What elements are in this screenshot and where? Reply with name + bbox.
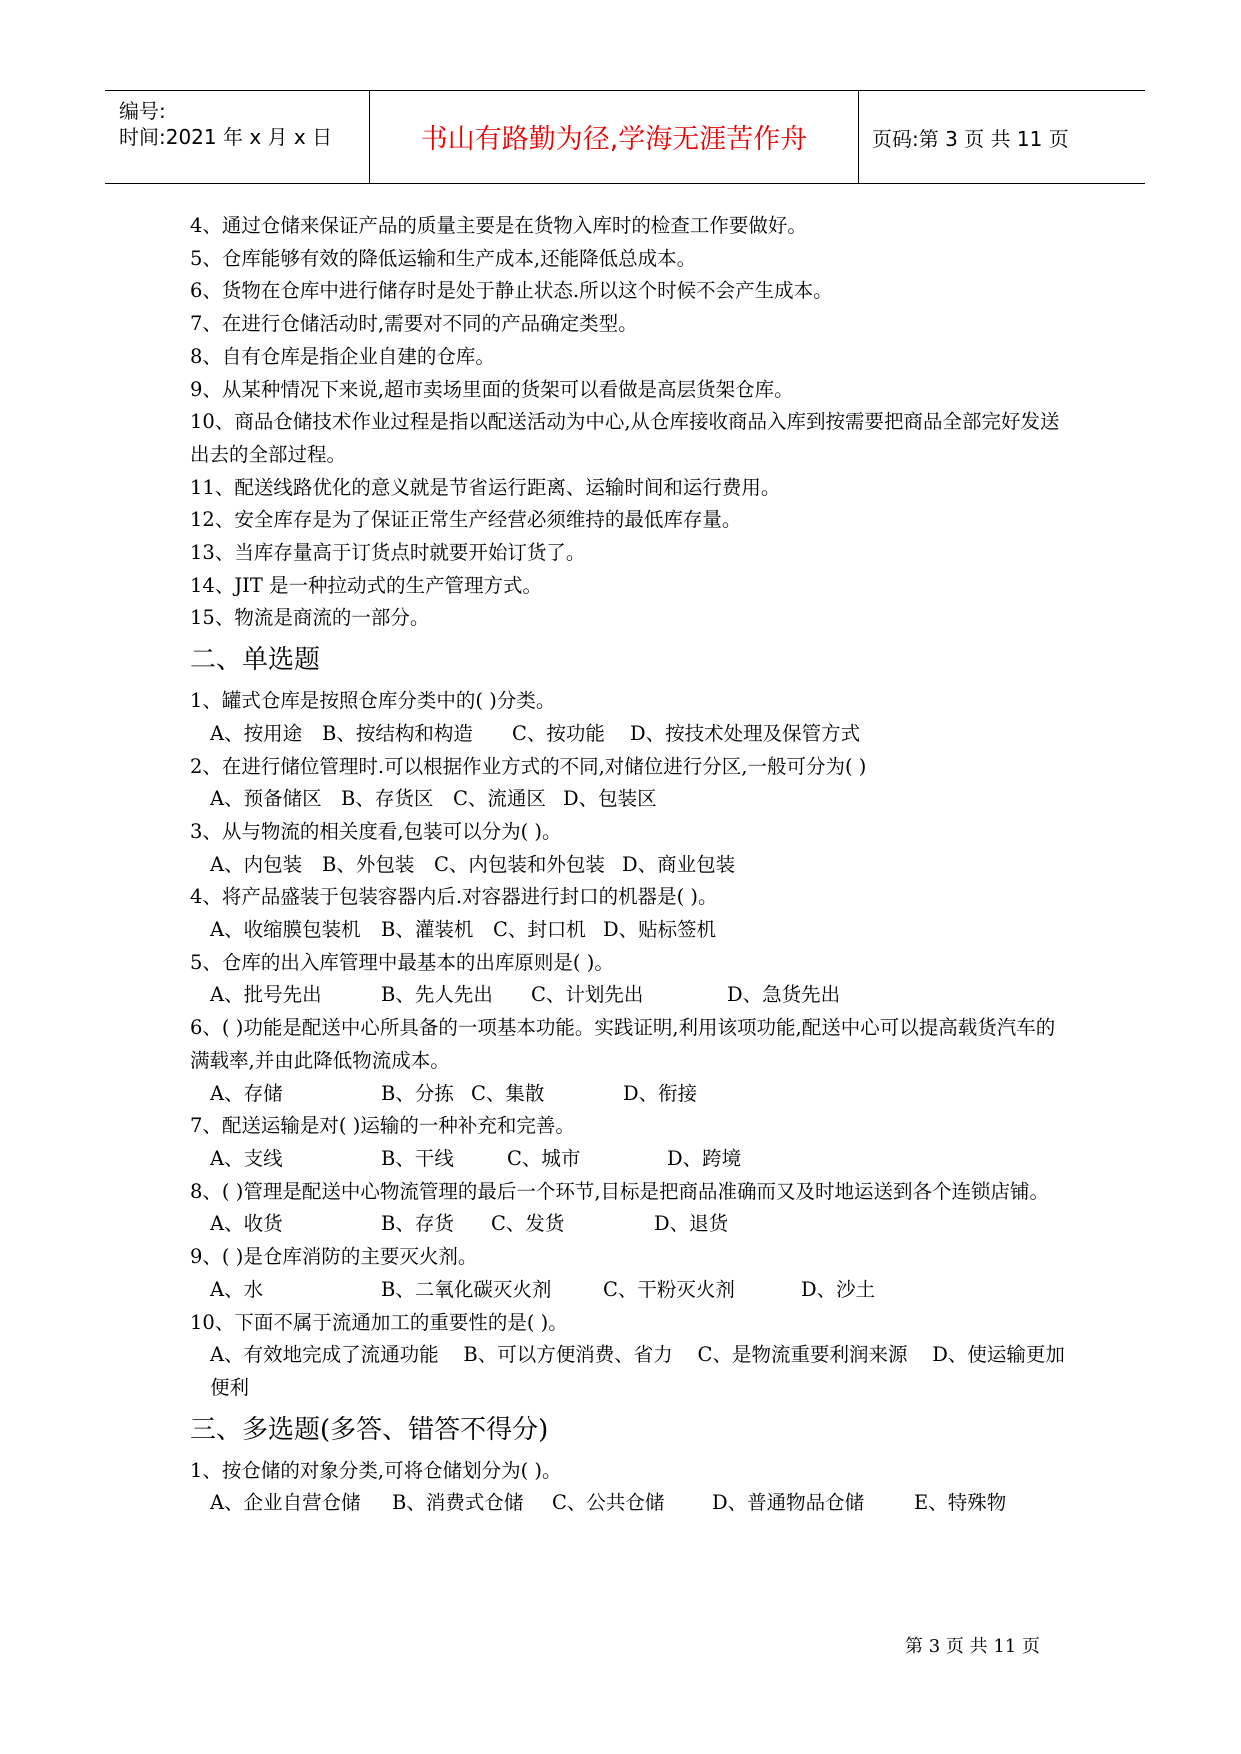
option: D、沙土 [801, 1277, 876, 1301]
page-footer: 第 3 页 共 11 页 [905, 1636, 1040, 1657]
option: C、干粉灭火剂 [603, 1277, 735, 1301]
option: B、灌装机 [381, 918, 474, 942]
multi-choice-questions [190, 1455, 1070, 1520]
option: A、有效地完成了流通功能 [210, 1343, 439, 1367]
option: B、干线 [381, 1146, 454, 1170]
option: D、普通物品仓储 [712, 1491, 865, 1515]
header-center-cell [369, 91, 859, 183]
options-line [190, 718, 1070, 751]
question-line: 7、在进行仓储活动时,需要对不同的产品确定类型。 [190, 312, 638, 336]
section-title-single-choice: 二、单选题 [190, 645, 321, 676]
option: B、存货区 [341, 787, 434, 811]
option: B、按结构和构造 [322, 721, 473, 745]
header-motto: 书山有路勤为径,学海无涯苦作舟 [420, 124, 808, 155]
question-line: 15、物流是商流的一部分。 [190, 606, 430, 630]
document-number: 编号: [119, 99, 166, 123]
option: C、城市 [507, 1146, 581, 1170]
options-line [190, 783, 1070, 816]
question-line: 13、当库存量高于订货点时就要开始订货了。 [190, 541, 586, 565]
option: A、企业自营仓储 [210, 1491, 361, 1515]
option: A、支线 [210, 1146, 283, 1170]
option: C、发货 [491, 1212, 565, 1236]
option: A、内包装 [210, 852, 303, 876]
option: A、收货 [210, 1212, 283, 1236]
option: A、预备储区 [210, 787, 322, 811]
question-line: 4、将产品盛装于包装容器内后.对容器进行封口的机器是( )。 [190, 885, 718, 909]
option: D、跨境 [667, 1146, 742, 1170]
option: A、按用途 [210, 721, 303, 745]
question-line: 9、( )是仓库消防的主要灭火剂。 [190, 1245, 478, 1269]
option: C、是物流重要利润来源 [697, 1343, 908, 1367]
option: B、存货 [381, 1212, 454, 1236]
option: B、外包装 [322, 852, 415, 876]
question-line: 12、安全库存是为了保证正常生产经营必须维持的最低库存量。 [190, 508, 742, 532]
option: A、收缩膜包装机 [210, 918, 361, 942]
page-header-table [105, 90, 1145, 184]
question-line: 4、通过仓储来保证产品的质量主要是在货物入库时的检查工作要做好。 [190, 214, 807, 237]
single-choice-questions [190, 685, 1070, 1404]
option: D、包装区 [563, 787, 657, 811]
document-time: 时间:2021 年 x 月 x 日 [119, 125, 333, 149]
question-line: 8、( )管理是配送中心物流管理的最后一个环节,目标是把商品准确而又及时地运送到各个连锁店铺。 [190, 1179, 1050, 1203]
options-line [190, 914, 1070, 947]
option: A、批号先出 [210, 983, 322, 1007]
option: C、封口机 [493, 918, 586, 942]
options-line [190, 1339, 1070, 1404]
option: C、流通区 [453, 787, 546, 811]
option: B、分拣 [381, 1081, 454, 1105]
option: C、内包装和外包装 [434, 852, 605, 876]
option: D、退货 [654, 1212, 729, 1236]
question-line: 3、从与物流的相关度看,包装可以分为( )。 [190, 819, 562, 843]
option: B、二氧化碳灭火剂 [381, 1277, 552, 1301]
question-line: 7、配送运输是对( )运输的一种补充和完善。 [190, 1114, 575, 1138]
document-body [190, 210, 1070, 1520]
question-line: 9、从某种情况下来说,超市卖场里面的货架可以看做是高层货架仓库。 [190, 377, 794, 401]
header-page-number: 页码:第 3 页 共 11 页 [872, 127, 1069, 151]
option: D、按技术处理及保管方式 [630, 721, 861, 745]
question-line: 6、( )功能是配送中心所具备的一项基本功能。实践证明,利用该项功能,配送中心可以提高载货汽车的满载率,并由此降低物流成本。 [190, 1016, 1056, 1072]
question-line: 5、仓库的出入库管理中最基本的出库原则是( )。 [190, 950, 614, 974]
option: C、公共仓储 [552, 1491, 665, 1515]
question-line: 2、在进行储位管理时.可以根据作业方式的不同,对储位进行分区,一般可分为( ) [190, 754, 867, 778]
options-line [190, 1274, 1070, 1307]
option: D、贴标签机 [603, 918, 717, 942]
question-line: 14、JIT 是一种拉动式的生产管理方式。 [190, 573, 543, 597]
option: B、消费式仓储 [392, 1491, 524, 1515]
question-line: 10、商品仓储技术作业过程是指以配送活动为中心,从仓库接收商品入库到按需要把商品全部完好发送出去的全部过程。 [190, 410, 1060, 466]
question-line: 8、自有仓库是指企业自建的仓库。 [190, 344, 495, 368]
options-line [190, 1143, 1070, 1176]
question-line: 1、罐式仓库是按照仓库分类中的( )分类。 [190, 689, 556, 713]
options-line [190, 979, 1070, 1012]
option: A、水 [210, 1277, 264, 1301]
option: C、计划先出 [531, 983, 644, 1007]
header-right-cell [858, 91, 1145, 183]
option: D、商业包装 [622, 852, 736, 876]
options-line [190, 1208, 1070, 1241]
options-line [190, 1487, 1070, 1520]
question-line: 6、货物在仓库中进行储存时是处于静止状态.所以这个时候不会产生成本。 [190, 279, 833, 303]
question-line: 11、配送线路优化的意义就是节省运行距离、运输时间和运行费用。 [190, 475, 781, 499]
options-line [190, 1078, 1070, 1111]
option: B、先人先出 [381, 983, 493, 1007]
options-line [190, 849, 1070, 882]
question-line: 1、按仓储的对象分类,可将仓储划分为( )。 [190, 1458, 562, 1482]
header-left-cell [105, 91, 369, 183]
option: C、按功能 [512, 721, 605, 745]
question-line: 5、仓库能够有效的降低运输和生产成本,还能降低总成本。 [190, 246, 697, 270]
judgement-questions [190, 210, 1070, 635]
section-title-multi-choice: 三、多选题(多答、错答不得分) [190, 1414, 549, 1445]
option: A、存储 [210, 1081, 283, 1105]
option: B、可以方便消费、省力 [463, 1343, 673, 1367]
option: D、衔接 [623, 1081, 698, 1105]
option: E、特殊物 [914, 1491, 1007, 1515]
option: D、使运输更加便利 [210, 1343, 1065, 1399]
option: C、集散 [471, 1081, 545, 1105]
question-line: 10、下面不属于流通加工的重要性的是( )。 [190, 1310, 568, 1334]
option: D、急货先出 [727, 983, 841, 1007]
